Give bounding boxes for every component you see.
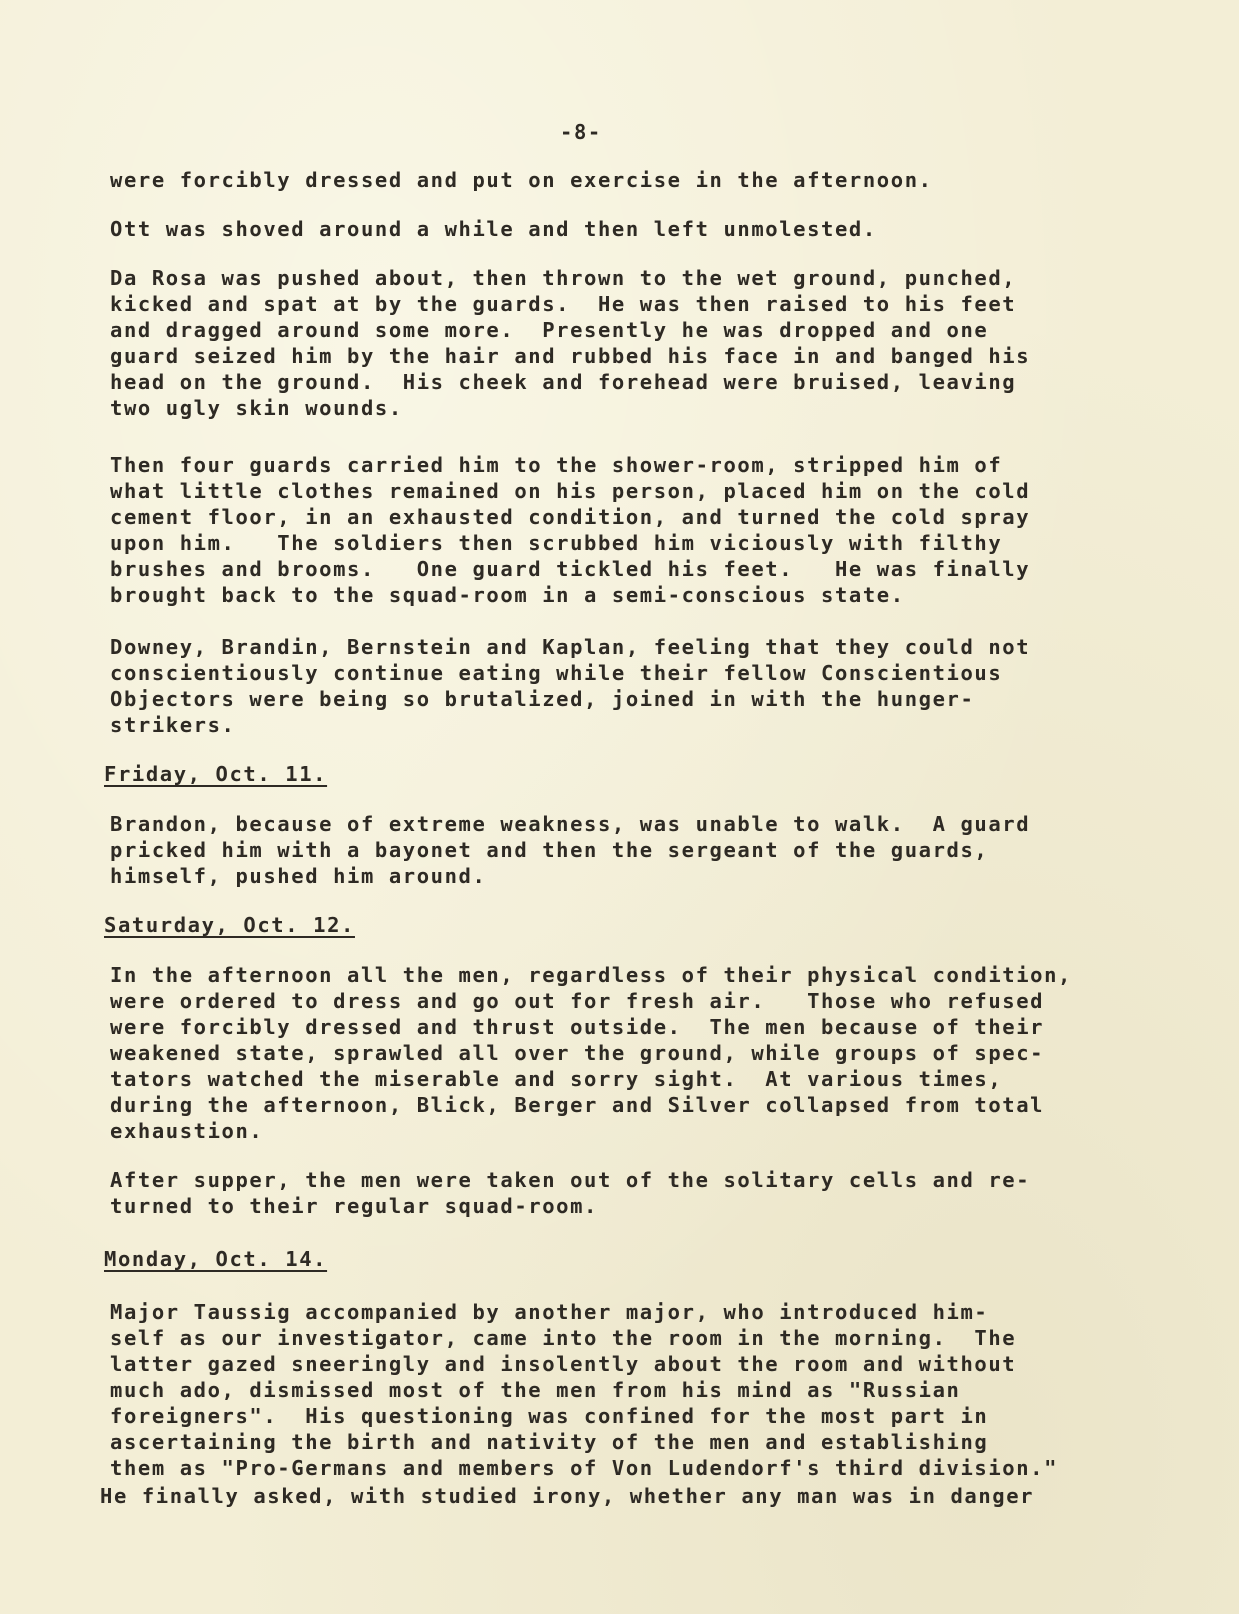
text-line: strikers. [110, 713, 236, 737]
text-line: were forcibly dressed and put on exercise in the afternoon. [110, 168, 933, 192]
text-line: conscientiously continue eating while their fellow Conscientious [110, 661, 1003, 685]
text-line: brushes and brooms. One guard tickled his feet. He was finally [110, 557, 1031, 581]
text-line: weakened state, sprawled all over the ground, while groups of spec- [110, 1041, 1045, 1065]
text-line: tators watched the miserable and sorry sight. At various times, [110, 1067, 1003, 1091]
text-line: After supper, the men were taken out of the solitary cells and re- [110, 1168, 1031, 1192]
text-line: were ordered to dress and go out for fresh air. Those who refused [110, 989, 1045, 1013]
text-line: much ado, dismissed most of the men from his mind as "Russian [110, 1378, 961, 1402]
text-line: He finally asked, with studied irony, whether any man was in danger [100, 1484, 1035, 1508]
text-line: head on the ground. His cheek and forehead were bruised, leaving [110, 370, 1017, 394]
text-line: guard seized him by the hair and rubbed his face in and banged his [110, 344, 1031, 368]
date-heading-monday: Monday, Oct. 14. [104, 1247, 328, 1271]
date-heading-saturday: Saturday, Oct. 12. [104, 913, 355, 937]
text-line: Major Taussig accompanied by another major, who introduced him- [110, 1300, 989, 1324]
page-number: -8- [560, 120, 602, 144]
text-line: during the afternoon, Blick, Berger and Silver collapsed from total [110, 1093, 1045, 1117]
text-line: In the afternoon all the men, regardless of their physical condition, [110, 963, 1073, 987]
text-line: ascertaining the birth and nativity of the men and establishing [110, 1430, 989, 1454]
text-line: turned to their regular squad-room. [110, 1194, 598, 1218]
text-line: two ugly skin wounds. [110, 396, 403, 420]
text-line: kicked and spat at by the guards. He was then raised to his feet [110, 292, 1017, 316]
text-line: foreigners". His questioning was confined for the most part in [110, 1404, 989, 1428]
text-line: and dragged around some more. Presently he was dropped and one [110, 318, 989, 342]
text-line: pricked him with a bayonet and then the sergeant of the guards, [110, 838, 989, 862]
text-line: cement floor, in an exhausted condition, and turned the cold spray [110, 505, 1031, 529]
text-line: Brandon, because of extreme weakness, was unable to walk. A guard [110, 812, 1031, 836]
text-line: self as our investigator, came into the room in the morning. The [110, 1326, 1017, 1350]
text-line: what little clothes remained on his person, placed him on the cold [110, 479, 1031, 503]
text-line: exhaustion. [110, 1119, 264, 1143]
text-line: himself, pushed him around. [110, 864, 487, 888]
text-line: them as "Pro-Germans and members of Von Ludendorf's third division." [110, 1456, 1059, 1480]
text-line: Ott was shoved around a while and then left unmolested. [110, 217, 877, 241]
text-line: brought back to the squad-room in a semi-conscious state. [110, 583, 905, 607]
date-heading-friday: Friday, Oct. 11. [104, 762, 328, 786]
text-line: Objectors were being so brutalized, joined in with the hunger- [110, 687, 975, 711]
text-line: were forcibly dressed and thrust outside. The men because of their [110, 1015, 1045, 1039]
text-line: Da Rosa was pushed about, then thrown to the wet ground, punched, [110, 266, 1017, 290]
text-line: Downey, Brandin, Bernstein and Kaplan, feeling that they could not [110, 635, 1031, 659]
text-line: upon him. The soldiers then scrubbed him viciously with filthy [110, 531, 1003, 555]
text-line: Then four guards carried him to the shower-room, stripped him of [110, 453, 1003, 477]
text-line: latter gazed sneeringly and insolently about the room and without [110, 1352, 1017, 1376]
